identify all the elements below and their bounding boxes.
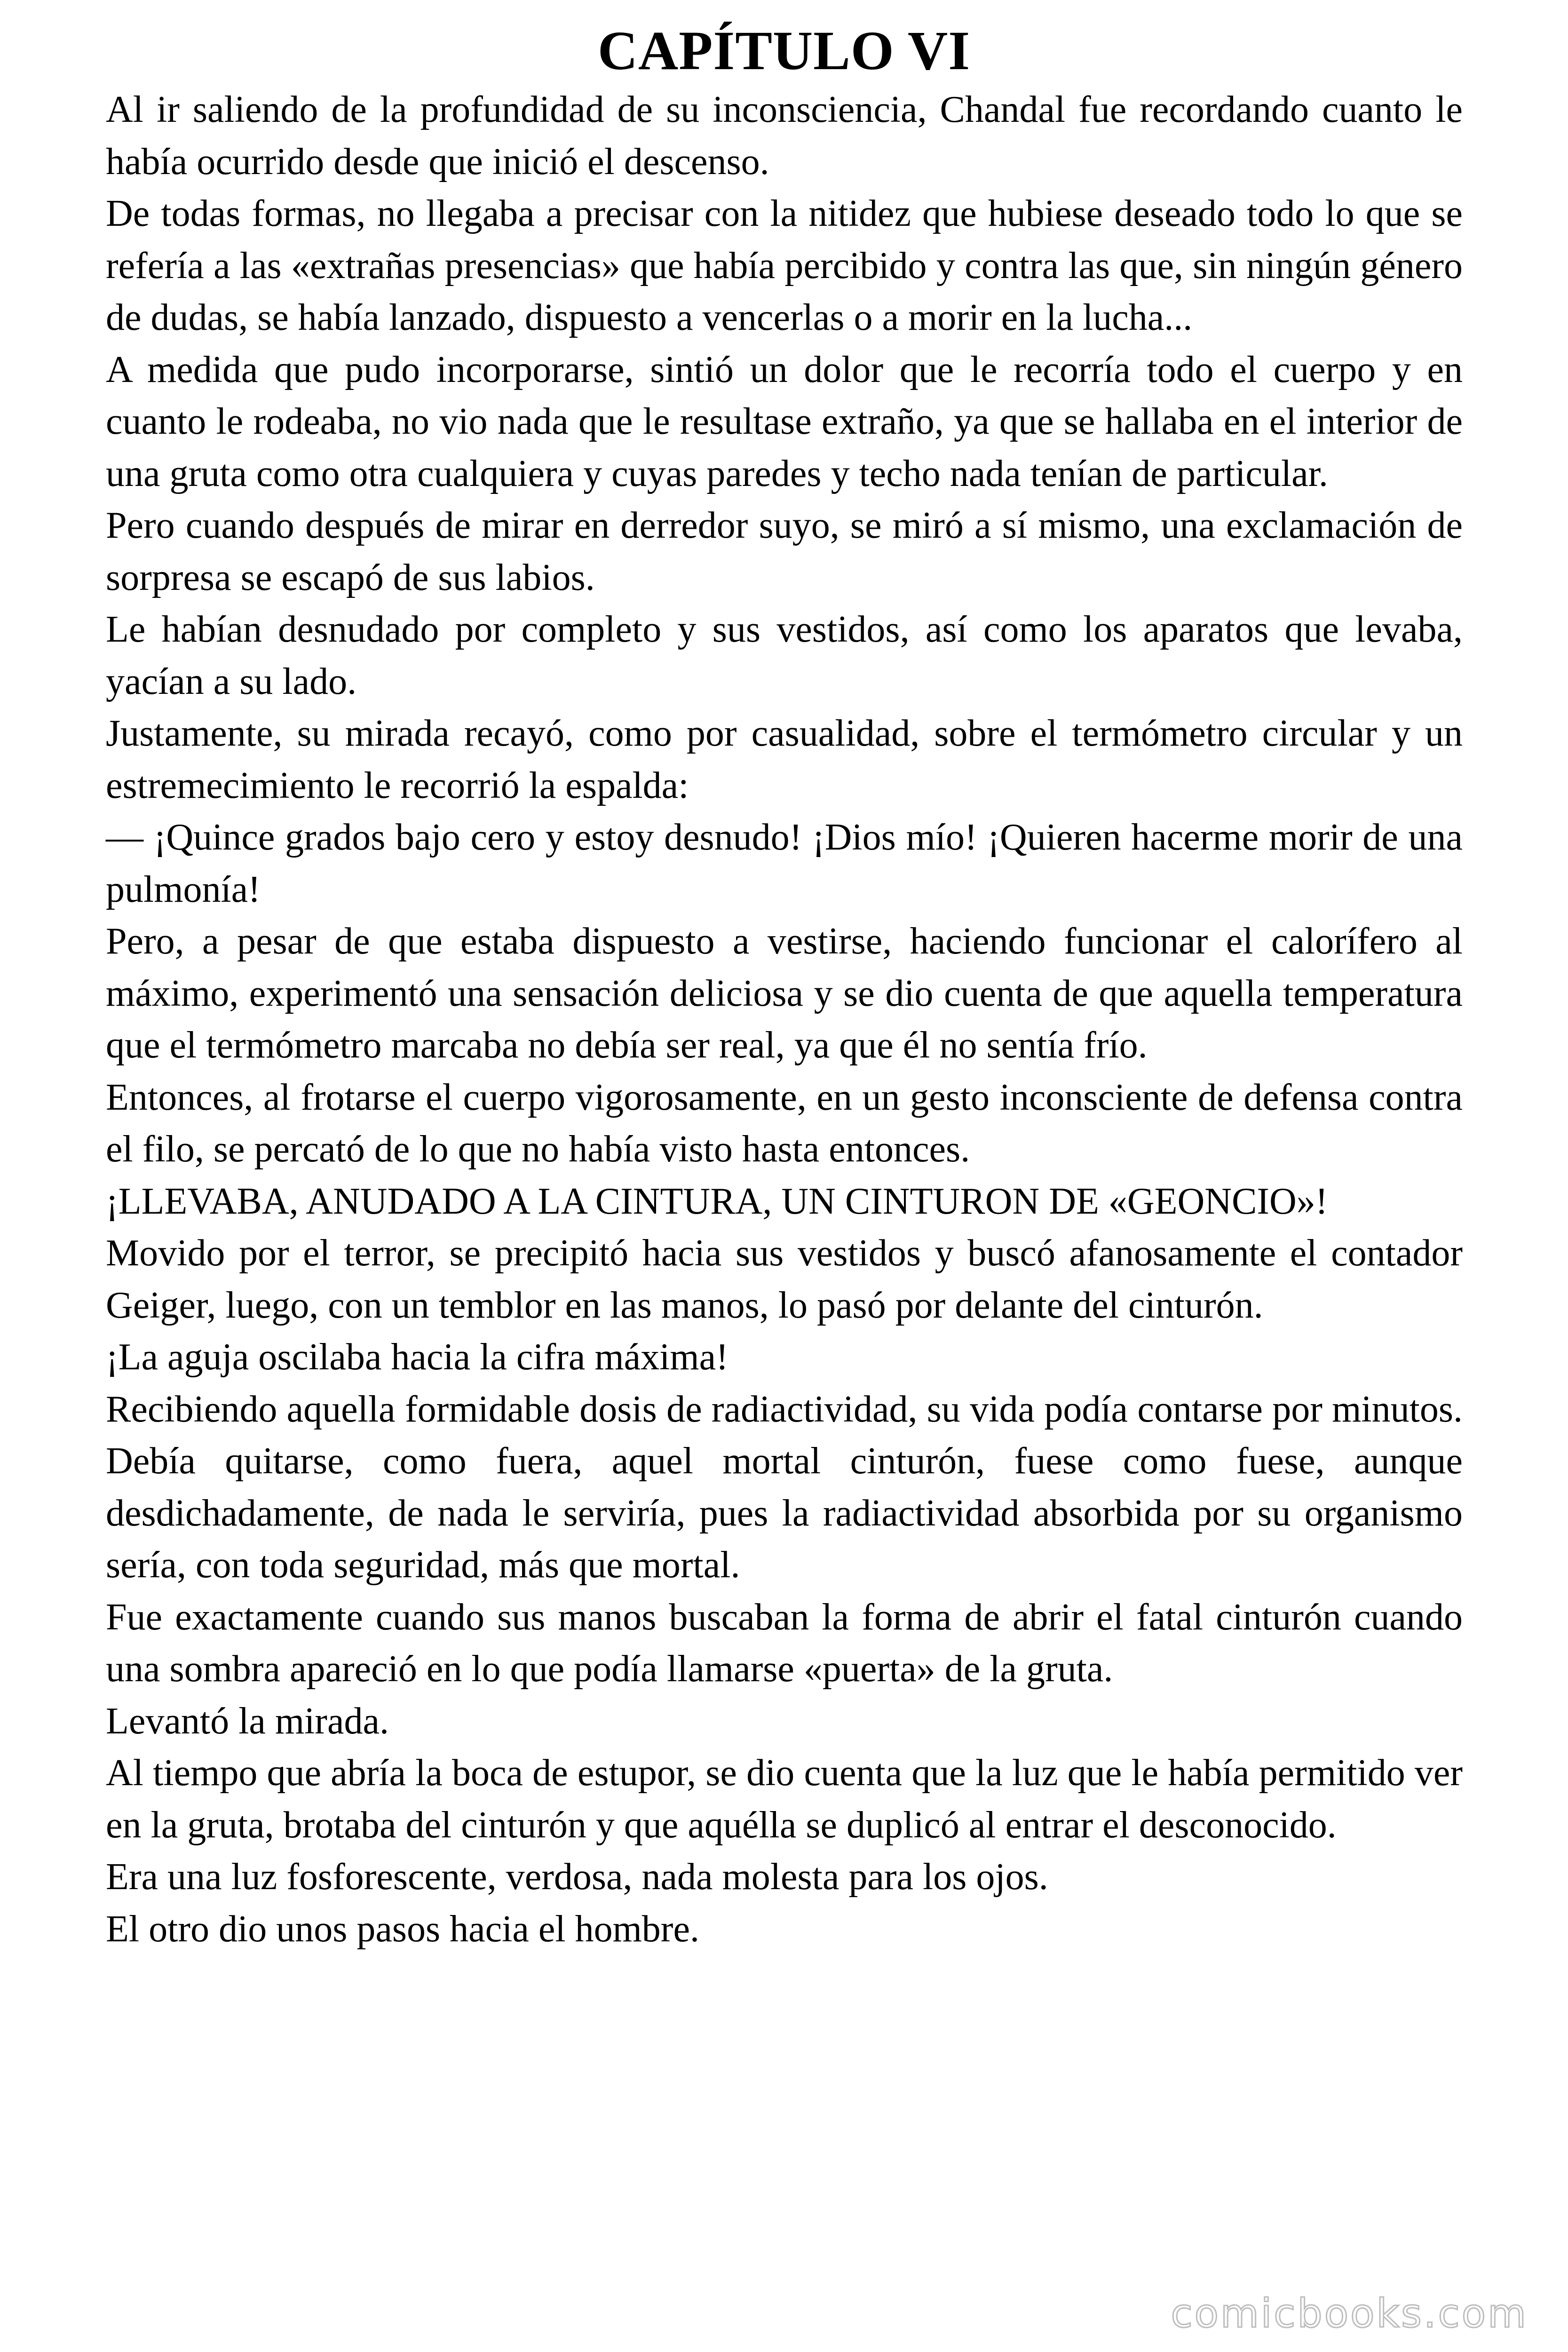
- paragraph: Entonces, al frotarse el cuerpo vigorosamente, en un gesto inconsciente de defensa contra el filo, se percató de lo que no había visto hasta entonces.: [106, 1076, 1463, 1170]
- paragraph: Fue exactamente cuando sus manos buscaban la forma de abrir el fatal cinturón cuando una sombra apareció en lo que podía llamarse «puerta» de la gruta.: [106, 1596, 1463, 1690]
- watermark: comicbooks.com: [1171, 2290, 1528, 2336]
- paragraph: ¡La aguja oscilaba hacia la cifra máxima!: [106, 1336, 729, 1378]
- paragraph: El otro dio unos pasos hacia el hombre.: [106, 1908, 699, 1950]
- paragraph: Levantó la mirada.: [106, 1700, 389, 1742]
- paragraph: Le habían desnudado por completo y sus vestidos, así como los aparatos que levaba, yacían a su lado.: [106, 609, 1463, 702]
- paragraph: De todas formas, no llegaba a precisar con la nitidez que hubiese deseado todo lo que se refería a las «extrañas presencias» que había percibido y contra las que, sin ningún género de dudas, se había lanzado, dispuesto a vencerlas o a morir en la lucha...: [106, 193, 1463, 338]
- paragraph: — ¡Quince grados bajo cero y estoy desnudo! ¡Dios mío! ¡Quieren hacerme morir de una pulmonía!: [106, 817, 1463, 910]
- paragraph: Al tiempo que abría la boca de estupor, se dio cuenta que la luz que le había permitido ver en la gruta, brotaba del cinturón y que aquélla se duplicó al entrar el desconocido.: [106, 1752, 1463, 1846]
- paragraph: Al ir saliendo de la profundidad de su inconsciencia, Chandal fue recordando cuanto le había ocurrido desde que inició el descenso.: [106, 89, 1463, 183]
- paragraph: Pero, a pesar de que estaba dispuesto a vestirse, haciendo funcionar el calorífero al máximo, experimentó una sensación deliciosa y se dio cuenta de que aquella temperatura que el termómetro marcaba no debía ser real, ya que él no sentía frío.: [106, 921, 1463, 1066]
- paragraph: Recibiendo aquella formidable dosis de radiactividad, su vida podía contarse por minutos. Debía quitarse, como fuera, aquel mortal cinturón, fuese como fuese, aunque desdichadamente, de nada le serviría, pues la radiactividad absorbida por su organismo sería, con toda seguridad, más que mortal.: [106, 1388, 1463, 1586]
- paragraph: Movido por el terror, se precipitó hacia sus vestidos y buscó afanosamente el contador Geiger, luego, con un temblor en las manos, lo pasó por delante del cinturón.: [106, 1232, 1463, 1326]
- paragraph: ¡LLEVABA, ANUDADO A LA CINTURA, UN CINTURON DE «GEONCIO»!: [106, 1180, 1328, 1222]
- paragraph: Era una luz fosforescente, verdosa, nada molesta para los ojos.: [106, 1856, 1048, 1898]
- paragraph: A medida que pudo incorporarse, sintió un dolor que le recorría todo el cuerpo y en cuanto le rodeaba, no vio nada que le resultase extraño, ya que se hallaba en el interior de una gruta como otra cualquiera y cuyas paredes y techo nada tenían de particular.: [106, 349, 1463, 494]
- chapter-title: CAPÍTULO VI: [597, 20, 971, 81]
- paragraph: Pero cuando después de mirar en derredor suyo, se miró a sí mismo, una exclamación de sorpresa se escapó de sus labios.: [106, 505, 1463, 598]
- chapter-body: [106, 84, 1463, 1955]
- paragraph: Justamente, su mirada recayó, como por casualidad, sobre el termómetro circular y un estremecimiento le recorrió la espalda:: [106, 713, 1463, 806]
